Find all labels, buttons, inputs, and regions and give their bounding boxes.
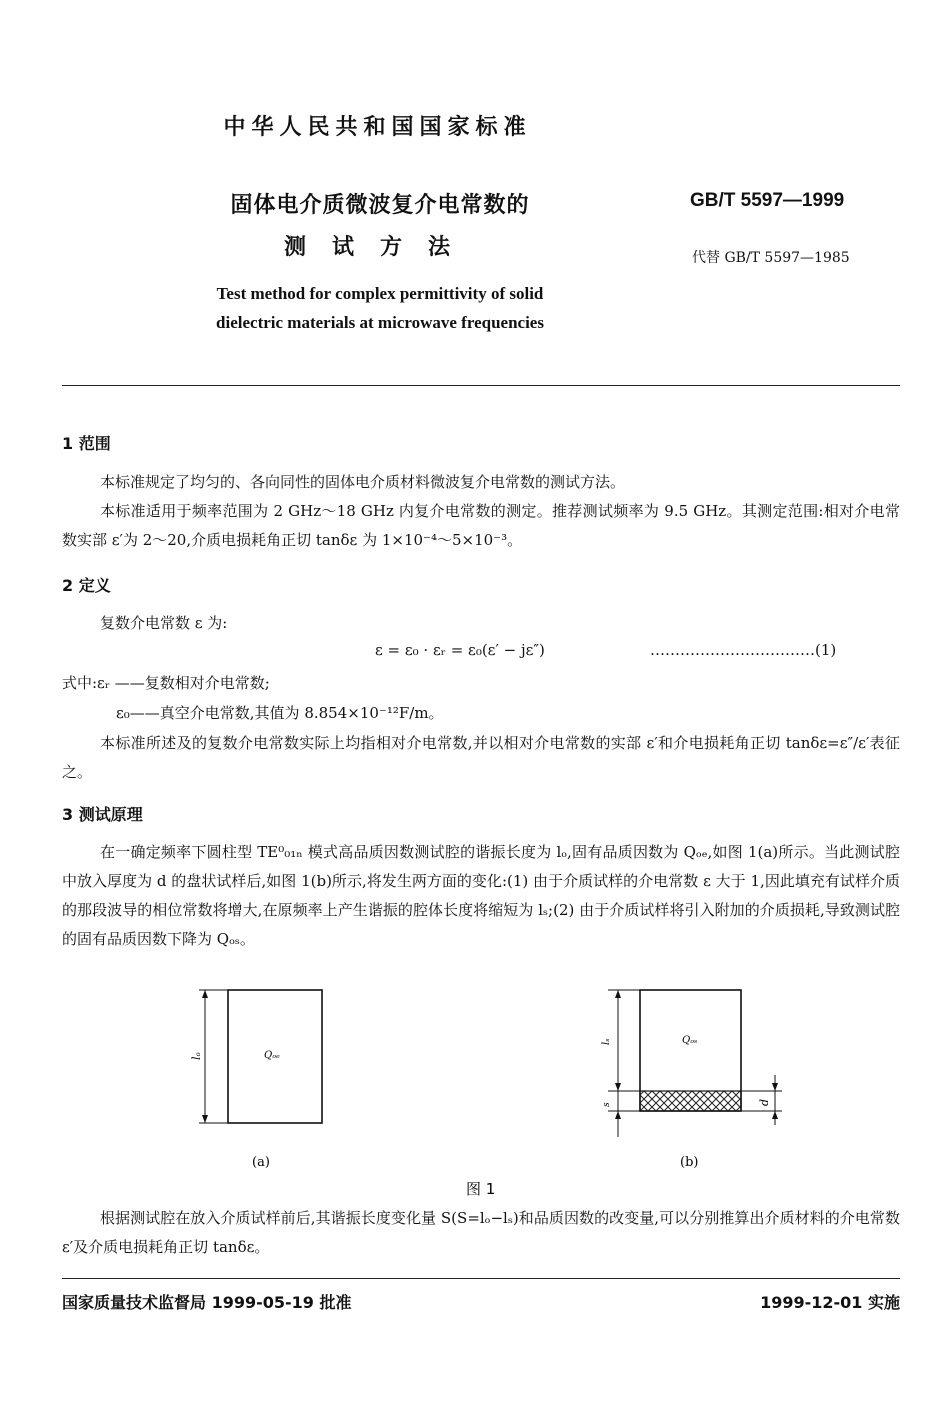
where-line-1: 式中:εᵣ ——复数相对介电常数; <box>62 674 270 692</box>
definition-intro: 复数介电常数 ε 为: <box>100 614 228 632</box>
cavity-a-q-label: Qₒₑ <box>264 1050 280 1061</box>
section-3-heading: 3 测试原理 <box>62 805 143 824</box>
header-divider <box>62 385 900 386</box>
approval-line: 国家质量技术监督局 1999-05-19 批准 <box>62 1293 352 1312</box>
english-title-line-1: Test method for complex permittivity of solid <box>216 284 544 303</box>
national-standard-heading: 中华人民共和国国家标准 <box>223 115 532 140</box>
figure-caption: 图 1 <box>466 1180 496 1198</box>
implementation-line: 1999-12-01 实施 <box>760 1293 900 1312</box>
figure-a-label: (a) <box>252 1155 270 1170</box>
title-line-2: 测试方法 <box>283 235 476 260</box>
footer-divider <box>62 1278 900 1279</box>
section-1-paragraph-2: 本标准适用于频率范围为 2 GHz～18 GHz 内复介电常数的测定。推荐测试频率为 9.5 GHz。其测定范围:相对介电常数实部 ε′为 2～20,介质电损耗角正切 tanδε 为 1×10⁻⁴～5×10⁻³。 <box>62 502 900 549</box>
section-3-paragraph-1: 在一确定频率下圆柱型 TE⁰₀₁ₙ 模式高品质因数测试腔的谐振长度为 lₒ,固有品质因数为 Qₒₑ,如图 1(a)所示。当此测试腔中放入厚度为 d 的盘状试样后,如图 1(b)所示,将发生两方面的变化:(1) 由于介质试样的介电常数 ε 大于 1,因此填充有试样介质的那段波导的相位常数将增大,在原频率上产生谐振的腔体长度将缩短为 lₛ;(2) 由于介质试样将引入附加的介质损耗,导致测试腔的固有品质因数下降为 Qₒₛ。 <box>62 843 900 948</box>
where-line-2: ε₀——真空介电常数,其值为 8.854×10⁻¹²F/m。 <box>116 704 444 722</box>
replaces-standard: 代替 GB/T 5597—1985 <box>692 250 850 266</box>
title-line-1: 固体电介质微波复介电常数的 <box>230 193 530 218</box>
equation-number: ……………………………(1) <box>650 641 837 659</box>
section-2-heading: 2 定义 <box>62 576 111 595</box>
english-title-line-2: dielectric materials at microwave frequencies <box>216 313 544 332</box>
cavity-a-length-label: lₒ <box>190 1052 203 1060</box>
standard-number: GB/T 5597—1999 <box>690 190 845 211</box>
thickness-d-label: d <box>758 1098 771 1106</box>
section-1-paragraph-1: 本标准规定了均匀的、各向同性的固体电介质材料微波复介电常数的测试方法。 <box>100 473 626 491</box>
figure-b-label: (b) <box>680 1155 699 1170</box>
section-1-heading: 1 范围 <box>62 434 111 453</box>
section-2-paragraph: 本标准所述及的复数介电常数实际上均指相对介电常数,并以相对介电常数的实部 ε′和介电损耗角正切 tanδε=ε″/ε′表征之。 <box>62 734 900 781</box>
section-3-paragraph-2: 根据测试腔在放入介质试样前后,其谐振长度变化量 S(S=lₒ−lₛ)和品质因数的改变量,可以分别推算出介质材料的介电常数 ε′及介质电损耗角正切 tanδε。 <box>62 1209 900 1256</box>
equation-1: ε = ε₀ · εᵣ = ε₀(ε′ − jε″) <box>375 641 545 659</box>
dielectric-sample <box>640 1091 741 1111</box>
figure-1 <box>0 975 950 1205</box>
cavity-b-length-label: lₛ <box>601 1038 612 1045</box>
shift-s-label: s <box>602 1102 612 1107</box>
cavity-b-q-label: Qₒₛ <box>682 1035 698 1046</box>
